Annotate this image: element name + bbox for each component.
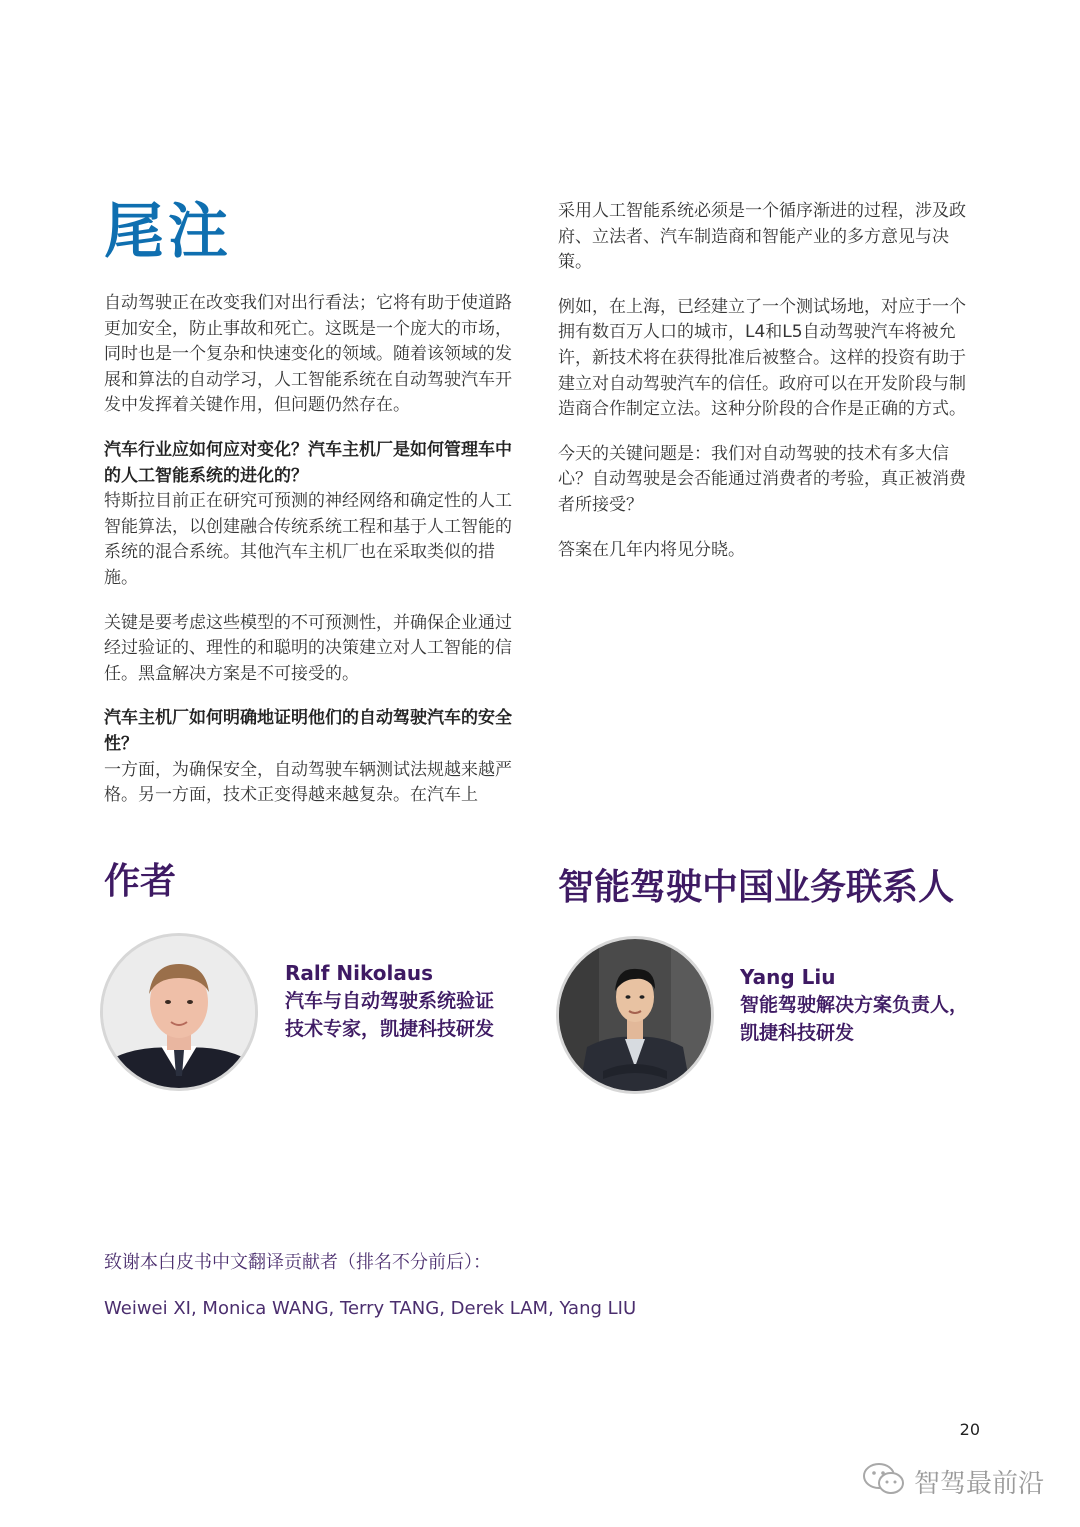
contact-heading: 智能驾驶中国业务联系人 (558, 867, 955, 908)
paragraph-adoption: 采用人工智能系统必须是一个循序渐进的过程，涉及政府、立法者、汽车制造商和智能产业的多方意见与决策。 (558, 201, 966, 273)
right-column (558, 199, 976, 582)
paragraph-shanghai: 例如，在上海，已经建立了一个测试场地，对应于一个拥有数百万人口的城市，L4和L5自动驾驶汽车将被允许，新技术将在获得批准后被整合。这样的投资有助于建立对自动驾驶汽车的信任。政府可以在开发阶段与制造商合作制定立法。这种分阶段的合作是正确的方式。 (558, 296, 966, 420)
authors-heading: 作者 (104, 861, 177, 902)
wechat-icon (862, 1462, 906, 1500)
contact-name: Yang Liu (740, 965, 836, 989)
contact-role-line1: 智能驾驶解决方案负责人， (740, 994, 969, 1016)
translator-names: Weiwei XI, Monica WANG, Terry TANG, Derek LAM, Yang LIU (104, 1298, 637, 1319)
watermark-text: 智驾最前沿 (914, 1468, 1045, 1499)
intro-paragraph: 自动驾驶正在改变我们对出行看法；它将有助于使道路更加安全，防止事故和死亡。这既是一个庞大的市场，同时也是一个复杂和快速变化的领域。随着该领域的发展和算法的自动学习，人工智能系统在自动驾驶汽车开发中发挥着关键作用，但问题仍然存在。 (104, 293, 512, 416)
author-avatar (100, 933, 258, 1091)
left-column (104, 291, 522, 828)
page-number: 20 (959, 1420, 980, 1439)
paragraph-key-question: 今天的关键问题是：我们对自动驾驶的技术有多大信心？自动驾驶是会否能通过消费者的考验，真正被消费者所接受？ (558, 443, 966, 515)
paragraph-answer: 答案在几年内将见分晓。 (558, 539, 745, 560)
author-role-line2: 技术专家，凯捷科技研发 (285, 1018, 495, 1040)
contact-info (740, 963, 968, 1047)
acknowledgement-text: 致谢本白皮书中文翻译贡献者（排名不分前后）： (104, 1252, 491, 1273)
question-1: 汽车行业应如何应对变化？汽车主机厂是如何管理车中的人工智能系统的进化的？ (104, 439, 512, 486)
answer-1: 特斯拉目前正在研究可预测的神经网络和确定性的人工智能算法，以创建融合传统系统工程和基于人工智能的系统的混合系统。其他汽车主机厂也在采取类似的措施。 (104, 491, 512, 588)
question-2: 汽车主机厂如何明确地证明他们的自动驾驶汽车的安全性？ (104, 708, 512, 754)
answer-2: 一方面，为确保安全，自动驾驶车辆测试法规越来越严格。另一方面，技术正变得越来越复杂。在汽车上 (104, 759, 512, 806)
author-name: Ralf Nikolaus (285, 961, 434, 985)
page-title: 尾注 (104, 197, 232, 267)
contact-avatar (556, 936, 714, 1094)
paragraph-trust: 关键是要考虑这些模型的不可预测性，并确保企业通过经过验证的、理性的和聪明的决策建立对人工智能的信任。黑盒解决方案是不可接受的。 (104, 612, 512, 684)
author-role-line1: 汽车与自动驾驶系统验证 (285, 990, 495, 1012)
contact-role-line2: 凯捷科技研发 (740, 1022, 855, 1044)
author-info (285, 959, 494, 1043)
watermark (862, 1462, 1044, 1500)
